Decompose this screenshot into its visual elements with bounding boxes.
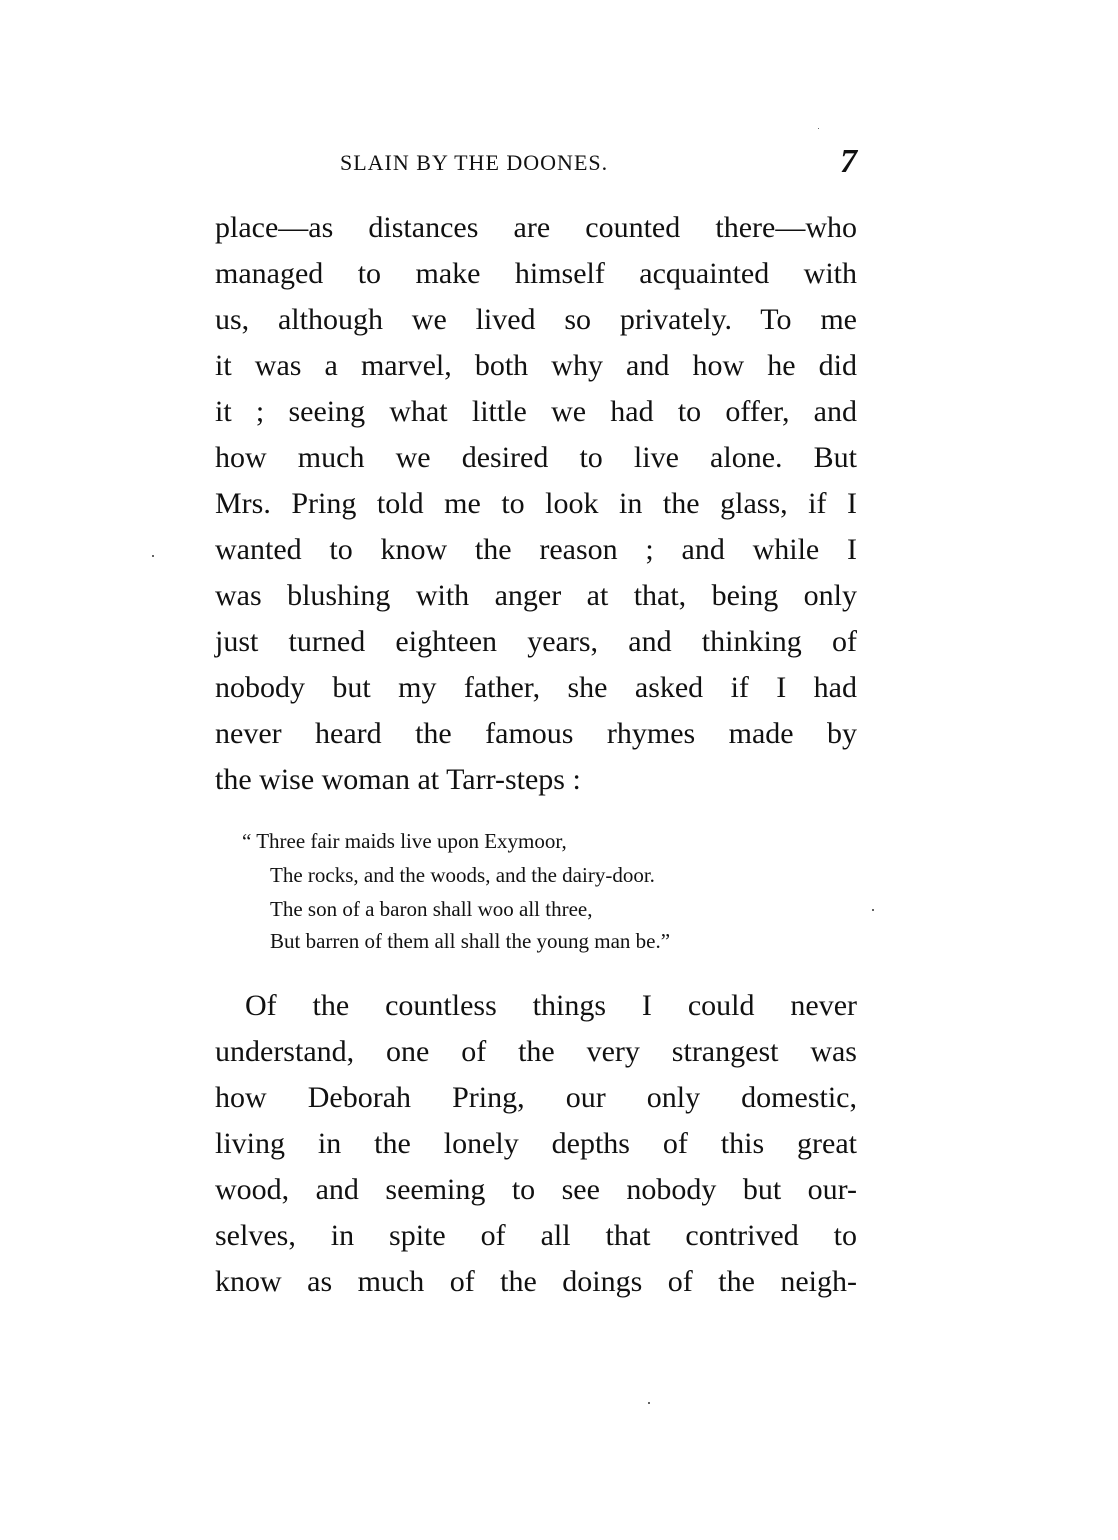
paragraph-line: it ; seeing what little we had to offer, and	[215, 395, 857, 428]
paragraph-line: how Deborah Pring, our only domestic,	[215, 1081, 857, 1114]
paragraph-line: was blushing with anger at that, being only	[215, 579, 857, 612]
paragraph-line: living in the lonely depths of this great	[215, 1127, 857, 1160]
scan-speck	[872, 909, 874, 911]
scan-speck	[818, 128, 819, 129]
paragraph-line: it was a marvel, both why and how he did	[215, 349, 857, 382]
verse-line: “ Three fair maids live upon Exymoor,	[242, 829, 567, 853]
paragraph-line: know as much of the doings of the neigh-	[215, 1265, 857, 1298]
paragraph-line: place—as distances are counted there—who	[215, 211, 857, 244]
paragraph-line: Mrs. Pring told me to look in the glass, if I	[215, 487, 857, 520]
paragraph-line: managed to make himself acquainted with	[215, 257, 857, 290]
verse-line: But barren of them all shall the young man be.”	[270, 929, 671, 953]
paragraph-line: understand, one of the very strangest was	[215, 1035, 857, 1068]
paragraph-line: how much we desired to live alone. But	[215, 441, 857, 474]
verse-line: The son of a baron shall woo all three,	[270, 897, 593, 921]
running-head: SLAIN BY THE DOONES.	[340, 150, 609, 175]
paragraph-line: just turned eighteen years, and thinking of	[215, 625, 857, 658]
paragraph-line: wood, and seeming to see nobody but our-	[215, 1173, 857, 1206]
paragraph-line: the wise woman at Tarr-steps :	[215, 763, 581, 796]
scan-speck	[152, 555, 154, 557]
paragraph-line: selves, in spite of all that contrived to	[215, 1219, 857, 1252]
paragraph-line: never heard the famous rhymes made by	[215, 717, 857, 750]
paragraph-line: us, although we lived so privately. To me	[215, 303, 857, 336]
verse-line: The rocks, and the woods, and the dairy-door.	[270, 863, 655, 887]
paragraph-line: Of the countless things I could never	[245, 989, 857, 1022]
paragraph-line: wanted to know the reason ; and while I	[215, 533, 857, 566]
page-number: 7	[840, 143, 857, 180]
scan-speck	[648, 1402, 650, 1404]
paragraph-line: nobody but my father, she asked if I had	[215, 671, 857, 704]
